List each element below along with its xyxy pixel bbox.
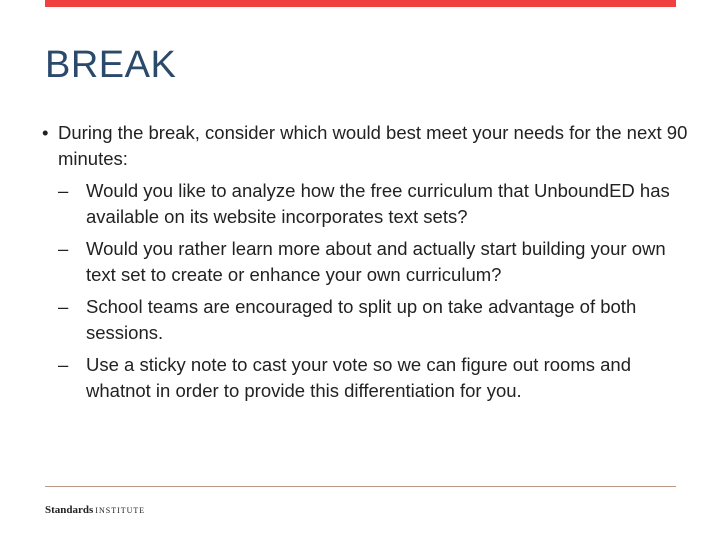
sub-bullet-text: Would you like to analyze how the free curriculum that UnboundED has available on its website incorporates text sets? (86, 180, 670, 227)
footer-divider (45, 486, 676, 487)
sub-bullet-item (58, 178, 690, 230)
sub-bullet-marker: – (58, 238, 69, 259)
sub-bullet-text: Would you rather learn more about and actually start building your own text set to create or enhance your own curriculum? (86, 238, 666, 285)
sub-bullet-marker: – (58, 354, 69, 375)
bullet-text: During the break, consider which would best meet your needs for the next 90 minutes: (58, 122, 688, 169)
top-accent-bar (45, 0, 676, 7)
sub-bullet-item (58, 352, 690, 404)
bullet-marker: • (42, 122, 49, 143)
sub-bullet-marker: – (58, 296, 69, 317)
slide-title: BREAK (45, 44, 177, 86)
standards-institute-logo (45, 504, 145, 516)
sub-bullet-item (58, 236, 690, 288)
sub-bullet-marker: – (58, 180, 69, 201)
slide-content (42, 120, 690, 404)
sub-bullet-text: Use a sticky note to cast your vote so we can figure out rooms and whatnot in order to provide this differentiation for you. (86, 354, 631, 401)
bullet-item (42, 120, 690, 172)
sub-bullet-item (58, 294, 690, 346)
logo-main-text: Standards (45, 504, 94, 516)
logo-sub-text: INSTITUTE (95, 506, 146, 515)
sub-bullet-text: School teams are encouraged to split up on take advantage of both sessions. (86, 296, 637, 343)
